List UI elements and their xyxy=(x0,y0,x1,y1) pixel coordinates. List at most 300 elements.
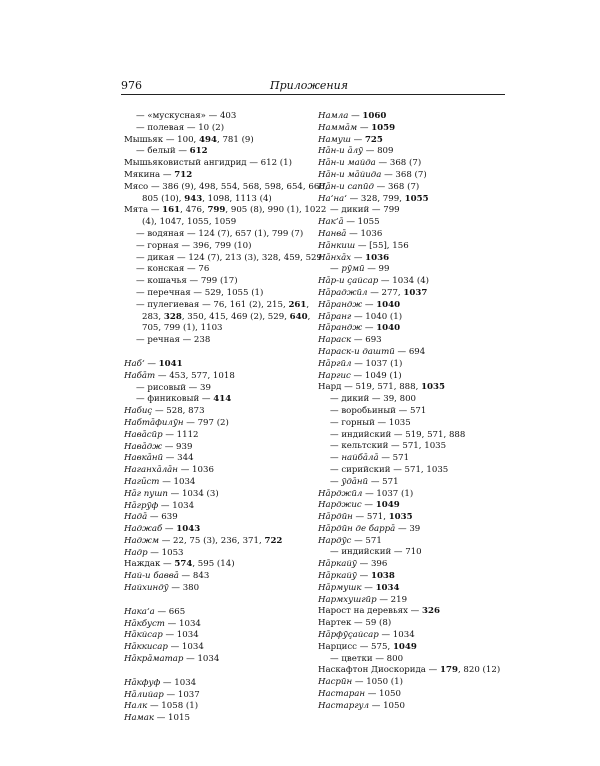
index-entry xyxy=(318,394,508,406)
index-entry-text: — финиковый — xyxy=(136,394,214,405)
index-entry xyxy=(318,123,508,135)
index-entry-text: 1036 xyxy=(365,252,390,263)
index-entry-text: Наб‘ xyxy=(124,358,145,369)
index-entry-text: — 1034 xyxy=(183,654,220,665)
index-entry-text: Нāг пушп xyxy=(124,488,168,499)
index-entry-text: Нāрдӣн xyxy=(318,512,353,523)
index-entry-text: 179 xyxy=(440,665,458,676)
index-entry-text: Нараск xyxy=(318,335,352,346)
index-entry xyxy=(318,194,508,206)
index-entry-text: — 328, 799, xyxy=(346,193,405,204)
index-entry xyxy=(318,264,508,276)
index-entry-text: — 693 xyxy=(351,335,382,346)
index-entry-text: — 797 (2) xyxy=(183,417,229,428)
index-entry-text: — 1049 (1) xyxy=(350,370,402,381)
index-entry-text: 943 xyxy=(184,193,203,204)
index-entry-text: Най-и баввā xyxy=(124,571,179,582)
index-entry xyxy=(124,394,329,406)
index-entry-text: — 1036 xyxy=(177,465,214,476)
index-entry-text: Навкāнӣ xyxy=(124,453,164,464)
index-entry-text: — xyxy=(350,134,365,145)
index-entry-text: 1055 xyxy=(404,193,429,204)
index-entry-text: 1040 xyxy=(376,323,401,334)
index-entry-text: — 639 xyxy=(147,512,178,523)
index-entry xyxy=(124,713,329,725)
index-entry xyxy=(318,701,508,713)
index-entry xyxy=(318,253,508,265)
index-entry xyxy=(124,135,329,147)
index-entry-text: Надā xyxy=(124,512,148,523)
index-entry-text: , 1098, 1113 (4) xyxy=(202,193,272,204)
index-entry-text: — 344 xyxy=(163,453,194,464)
index-entry xyxy=(318,217,508,229)
index-entry-text: — 1034 xyxy=(162,630,199,641)
index-entry xyxy=(124,158,329,170)
index-entry-text: — речная — 238 xyxy=(136,335,211,346)
index-entry-text: Нāрмушк xyxy=(318,582,362,593)
index-entry xyxy=(318,276,508,288)
index-entry-text: 328 xyxy=(163,311,182,322)
index-entry-text: — 1034 xyxy=(167,642,204,653)
index-entry-text: Нāн-и майда xyxy=(318,158,376,169)
index-entry-text: — 1050 (1) xyxy=(352,677,403,688)
index-entry-text: Насрӣн xyxy=(318,677,353,688)
index-entry xyxy=(318,406,508,418)
index-entry-text: — конская — 76 xyxy=(136,264,210,275)
index-entry xyxy=(318,583,508,595)
index-entry xyxy=(318,182,508,194)
index-entry-text: — 1015 xyxy=(154,713,190,724)
index-entry-text: рӯмӣ xyxy=(341,264,365,275)
index-entry-text: — водяная — 124 (7), 657 (1), 799 (7) xyxy=(136,228,304,239)
index-entry xyxy=(124,701,329,713)
index-entry-text: Нараск-и даштӣ xyxy=(318,346,395,357)
index-entry-text: — xyxy=(361,582,376,593)
index-entry-text: Нарджис xyxy=(318,500,362,511)
index-entry-text: Нāкйсар xyxy=(124,630,163,641)
index-entry-text: — 277, xyxy=(367,287,404,298)
index-entry xyxy=(124,217,329,229)
index-entry-text: — 665 xyxy=(154,606,186,617)
index-entry-text: 805 (10), xyxy=(142,193,185,204)
index-entry-text: — xyxy=(356,571,371,582)
index-entry xyxy=(318,300,508,312)
index-entry-text: Намла xyxy=(318,111,349,121)
index-entry-text: — xyxy=(330,476,342,487)
index-entry-text: — xyxy=(361,500,376,511)
index-entry-text: Набāт xyxy=(124,370,156,381)
index-entry xyxy=(124,654,329,666)
index-entry-text: — дикая — 124 (7), 213 (3), 328, 459, 529 xyxy=(136,252,322,263)
index-entry xyxy=(318,630,508,642)
index-entry-text: 283, xyxy=(142,311,164,322)
index-entry-text: — 1034 xyxy=(158,500,195,511)
index-entry-text: Мясо — 386 (9), 498, 554, 568, 598, 654, 660, xyxy=(124,181,328,192)
index-entry xyxy=(318,665,508,677)
index-entry xyxy=(124,312,329,324)
index-entry xyxy=(318,547,508,559)
index-entry-text: 1038 xyxy=(370,571,395,582)
index-entry xyxy=(124,170,329,182)
index-entry-text: Нāрджӣл xyxy=(318,488,363,499)
index-entry xyxy=(318,335,508,347)
index-entry xyxy=(124,501,329,513)
index-entry-text: — xyxy=(362,299,377,310)
index-entry-text: Наргис xyxy=(318,370,351,381)
index-entry-text: найбāлā xyxy=(341,453,379,464)
index-entry-text: Мышьяковистый ангидрид — 612 (1) xyxy=(124,158,292,169)
index-entry xyxy=(124,678,329,690)
index-entry-text: — горный — 1035 xyxy=(330,417,411,428)
index-entry xyxy=(124,536,329,548)
index-entry-text: Нāрдӣн де баррā xyxy=(318,523,396,534)
index-entry xyxy=(124,477,329,489)
index-entry xyxy=(124,418,329,430)
index-entry xyxy=(318,642,508,654)
index-entry-text: 799 xyxy=(207,205,226,216)
index-entry-text: — белый — xyxy=(136,146,190,157)
index-entry xyxy=(124,182,329,194)
index-entry-text: — рисовый — 39 xyxy=(136,382,211,393)
index-entry xyxy=(318,677,508,689)
index-entry xyxy=(124,690,329,702)
index-entry-text: Налк xyxy=(124,701,148,712)
index-entry-text: , 595 (14) xyxy=(192,559,235,570)
index-entry xyxy=(124,359,329,371)
index-entry xyxy=(124,642,329,654)
index-entry-text: 261 xyxy=(288,299,307,310)
index-entry xyxy=(124,253,329,265)
index-entry xyxy=(318,111,508,123)
index-entry-text: 712 xyxy=(174,169,193,180)
index-entry-text: 414 xyxy=(213,394,232,405)
index-entry xyxy=(124,548,329,560)
index-entry xyxy=(318,453,508,465)
index-entry-text: Нак‘ā xyxy=(318,217,344,228)
index-entry-text: — 1050 xyxy=(365,689,401,700)
index-entry-text: — 1053 xyxy=(147,547,184,558)
index-entry xyxy=(124,619,329,631)
index-entry-text: — пулегиевая — 76, 161 (2), 215, xyxy=(136,299,289,310)
index-entry xyxy=(318,524,508,536)
index-entry-text: — 1112 xyxy=(162,429,199,440)
index-entry-text: — xyxy=(351,252,366,263)
index-entry-text: — 1037 (1) xyxy=(362,488,414,499)
index-entry-text: На‘на‘ xyxy=(318,193,347,204)
index-entry-text: Наджм xyxy=(124,535,159,546)
index-entry xyxy=(318,382,508,394)
index-entry xyxy=(318,559,508,571)
index-entry-text: 725 xyxy=(364,134,383,145)
index-entry-text: Нāн-и сапӣд xyxy=(318,181,374,192)
index-entry-text: Наждак — xyxy=(124,559,175,570)
index-entry xyxy=(318,430,508,442)
index-entry-text: — 1034 xyxy=(160,677,197,688)
index-entry-text: — xyxy=(144,358,159,369)
index-entry-text: Нарост на деревьях — xyxy=(318,606,422,617)
index-entry-text: — 843 xyxy=(178,571,210,582)
index-entry-text: — воробьиный — 571 xyxy=(330,405,427,416)
index-entry xyxy=(124,630,329,642)
index-entry xyxy=(124,241,329,253)
index-entry-text: , 350, 415, 469 (2), 529, xyxy=(181,311,290,322)
index-entry-text: — 380 xyxy=(168,583,200,594)
index-entry xyxy=(124,583,329,595)
index-entry xyxy=(318,477,508,489)
index-entry-text: 1043 xyxy=(176,524,201,535)
index-entry-text: — [55], 156 xyxy=(355,240,409,251)
index-entry xyxy=(318,158,508,170)
index-entry xyxy=(318,536,508,548)
index-entry xyxy=(318,146,508,158)
index-entry xyxy=(318,689,508,701)
index-entry-text: Намак xyxy=(124,713,154,724)
entry-gap xyxy=(124,347,329,359)
index-entry-text: Нартек — 59 (8) xyxy=(318,618,392,629)
index-entry-text: Мята — xyxy=(124,205,163,216)
index-entry-text: — 368 (7) xyxy=(381,169,427,180)
index-entry-text: — 1050 xyxy=(369,700,405,711)
index-entry-text: — 528, 873 xyxy=(152,406,205,417)
index-entry-text: — 1036 xyxy=(346,228,383,239)
index-entry xyxy=(318,571,508,583)
index-entry-text: — 1040 (1) xyxy=(351,311,403,322)
index-entry-text: Нāн-и мāйида xyxy=(318,169,382,180)
index-entry xyxy=(124,229,329,241)
index-entry xyxy=(318,135,508,147)
index-entry-text: — горная — 396, 799 (10) xyxy=(136,240,252,251)
index-entry xyxy=(124,335,329,347)
index-entry-text: — xyxy=(362,323,377,334)
index-entry-text: 161 xyxy=(162,205,181,216)
entry-gap xyxy=(124,666,329,678)
index-entry-text: Нāрандж xyxy=(318,299,363,310)
index-entry-text: — 219 xyxy=(376,594,408,605)
index-entry xyxy=(318,347,508,359)
index-entry-text: Нарцисс — 575, xyxy=(318,641,393,652)
running-head-title: Приложения xyxy=(270,79,348,92)
index-entry-text: Навāдж xyxy=(124,441,162,452)
index-entry-text: Нāрфӯҫайсар xyxy=(318,630,379,641)
index-entry-text: Нāгрӯф xyxy=(124,500,159,511)
index-entry-text: Набтāфилӯн xyxy=(124,417,184,428)
index-entry-text: Нāнкиш xyxy=(318,240,356,251)
index-entry-text: Набиҫ xyxy=(124,406,153,417)
index-entry xyxy=(318,606,508,618)
index-entry-text: Нāранг xyxy=(318,311,352,322)
index-entry xyxy=(124,453,329,465)
index-entry-text: — 571 xyxy=(368,476,399,487)
index-entry-text: , 781 (9) xyxy=(216,134,254,145)
index-entry-text: 722 xyxy=(264,535,283,546)
index-entry-text: , xyxy=(306,299,310,310)
index-entry xyxy=(318,465,508,477)
index-entry xyxy=(318,441,508,453)
index-entry xyxy=(318,654,508,666)
index-entry-text: 1035 xyxy=(388,512,413,523)
index-entry-text: Нāн-и āлӯ xyxy=(318,146,364,157)
index-entry-text: Наммāм xyxy=(318,122,358,133)
index-entry-text: — 809 xyxy=(363,146,394,157)
index-entry-text: — 453, 577, 1018 xyxy=(155,370,235,381)
index-entry-text: — цветки — 800 xyxy=(330,653,404,664)
index-entry-text: — 1037 xyxy=(163,689,200,700)
index-entry xyxy=(318,323,508,335)
index-entry xyxy=(124,205,329,217)
index-column-right xyxy=(318,111,508,713)
index-entry-text: — 396 xyxy=(356,559,388,570)
index-entry-text: — 39 xyxy=(395,523,421,534)
index-entry-text: Нāрандж xyxy=(318,323,363,334)
index-entry-text: Нāлийар xyxy=(124,689,164,700)
index-entry xyxy=(318,595,508,607)
index-entry-text: — 1034 xyxy=(164,618,201,629)
index-entry-text: ӯдāнӣ xyxy=(341,476,369,487)
index-entry-text: — 1034 xyxy=(378,630,415,641)
index-entry-text: Нāкрāматар xyxy=(124,654,184,665)
index-entry-text: Надр xyxy=(124,547,148,558)
index-entry-text: (4), 1047, 1055, 1059 xyxy=(142,217,237,228)
index-entry-text: 705, 799 (1), 1103 xyxy=(142,323,223,334)
index-entry xyxy=(318,512,508,524)
index-entry xyxy=(124,406,329,418)
index-entry-text: — 368 (7) xyxy=(373,181,420,192)
index-entry-text: — «мускусная» — 403 xyxy=(136,111,237,121)
index-entry-text: 1040 xyxy=(376,299,401,310)
index-entry-text: — 939 xyxy=(161,441,193,452)
index-entry-text: — 1055 xyxy=(343,217,380,228)
index-entry-text: 1049 xyxy=(375,500,400,511)
index-entry-text: Нāркайӯ xyxy=(318,571,357,582)
index-entry-text: Нāргӣл xyxy=(318,358,352,369)
index-entry xyxy=(318,500,508,512)
index-entry-text: 1059 xyxy=(371,122,396,133)
index-entry xyxy=(124,465,329,477)
index-entry-text: — 694 xyxy=(394,346,426,357)
index-entry xyxy=(124,276,329,288)
index-entry-text: — xyxy=(330,453,342,464)
index-entry-text: Наганхāлāн xyxy=(124,465,178,476)
index-entry-text: Наджаб xyxy=(124,524,163,535)
index-entry-text: — 368 (7) xyxy=(375,158,422,169)
index-entry-text: Нард — 519, 571, 888, xyxy=(318,382,422,393)
index-entry xyxy=(124,371,329,383)
index-entry-text: Навāсӣр xyxy=(124,429,163,440)
index-entry xyxy=(124,607,329,619)
index-entry xyxy=(124,300,329,312)
index-entry-text: — 99 xyxy=(364,264,390,275)
index-entry-text: 1035 xyxy=(421,382,445,393)
index-entry-text: Мышьяк — 100, xyxy=(124,134,200,145)
index-entry-text: Настаргул xyxy=(318,700,370,711)
index-entry-text: Нāркайӯ xyxy=(318,559,357,570)
index-entry-text: — 1058 (1) xyxy=(147,701,199,712)
index-entry-text: — 1034 (3) xyxy=(167,488,219,499)
index-entry-text: Мякина — xyxy=(124,169,175,180)
index-entry-text: — кошачья — 799 (17) xyxy=(136,276,238,287)
index-entry-text: 1041 xyxy=(158,358,183,369)
index-entry-text: — xyxy=(348,111,363,121)
index-entry-text: — xyxy=(330,264,342,275)
index-entry-text: Нāр-и ҫайсар xyxy=(318,276,379,287)
index-entry-text: , 820 (12) xyxy=(457,665,501,676)
index-entry xyxy=(124,123,329,135)
index-entry xyxy=(318,359,508,371)
index-entry-text: — дикий — 39, 800 xyxy=(330,394,417,405)
index-entry xyxy=(318,288,508,300)
index-entry-text: 1049 xyxy=(392,641,417,652)
index-entry xyxy=(124,489,329,501)
index-entry xyxy=(124,264,329,276)
index-entry-text: Нардӯс xyxy=(318,535,352,546)
index-entry-text: Нāраджӣл xyxy=(318,287,368,298)
index-entry-text: — 571, xyxy=(352,512,389,523)
index-entry-text: — кельтский — 571, 1035 xyxy=(330,441,447,452)
index-entry-text: , xyxy=(307,311,311,322)
index-entry xyxy=(124,111,329,123)
index-entry xyxy=(318,418,508,430)
index-entry xyxy=(318,205,508,217)
index-entry-text: , 905 (8), 990 (1), 1022 xyxy=(225,205,327,216)
index-entry-text: — индийский — 519, 571, 888 xyxy=(330,429,466,440)
index-entry-text: 640 xyxy=(289,311,308,322)
index-entry-text: Нāкбуст xyxy=(124,618,165,629)
index-entry-text: Намуш xyxy=(318,134,351,145)
index-entry xyxy=(318,371,508,383)
index-entry-text: Настаран xyxy=(318,689,365,700)
index-entry-text: — индийский — 710 xyxy=(330,547,422,558)
index-entry-text: 574 xyxy=(174,559,193,570)
index-entry-text: 612 xyxy=(189,146,208,157)
index-entry xyxy=(318,241,508,253)
index-entry-text: 1037 xyxy=(403,287,428,298)
index-entry-text: 326 xyxy=(421,606,440,617)
index-entry xyxy=(124,288,329,300)
index-entry-text: Нанвā xyxy=(318,228,347,239)
index-entry-text: Найхиндӯ xyxy=(124,583,169,594)
index-entry-text: — xyxy=(162,524,177,535)
index-entry xyxy=(124,512,329,524)
index-entry-text: — xyxy=(357,122,372,133)
index-entry-text: — полевая — 10 (2) xyxy=(136,122,225,133)
index-entry-text: — сирийский — 571, 1035 xyxy=(330,464,449,475)
index-entry xyxy=(318,170,508,182)
index-entry-text: — 571 xyxy=(378,453,410,464)
page-number: 976 xyxy=(121,79,142,92)
index-entry-text: Нāккисар xyxy=(124,642,168,653)
index-column-left xyxy=(124,111,329,725)
index-entry-text: Нāнхāх xyxy=(318,252,352,263)
index-entry xyxy=(124,559,329,571)
index-entry xyxy=(124,383,329,395)
index-entry xyxy=(124,524,329,536)
index-entry-text: 1034 xyxy=(375,582,400,593)
index-entry-text: — 571 xyxy=(351,535,382,546)
index-entry xyxy=(318,312,508,324)
index-entry-text: , 476, xyxy=(180,205,208,216)
index-entry xyxy=(124,442,329,454)
index-entry-text: — 1034 xyxy=(159,476,196,487)
index-entry-text: — 1037 (1) xyxy=(351,358,403,369)
entry-gap xyxy=(124,595,329,607)
index-entry-text: Нака‘а xyxy=(124,606,155,617)
index-entry xyxy=(124,430,329,442)
index-entry-text: — 1034 (4) xyxy=(378,276,430,287)
index-entry xyxy=(318,489,508,501)
index-entry-text: Нāкфуф xyxy=(124,677,161,688)
index-entry xyxy=(124,323,329,335)
index-entry xyxy=(124,146,329,158)
